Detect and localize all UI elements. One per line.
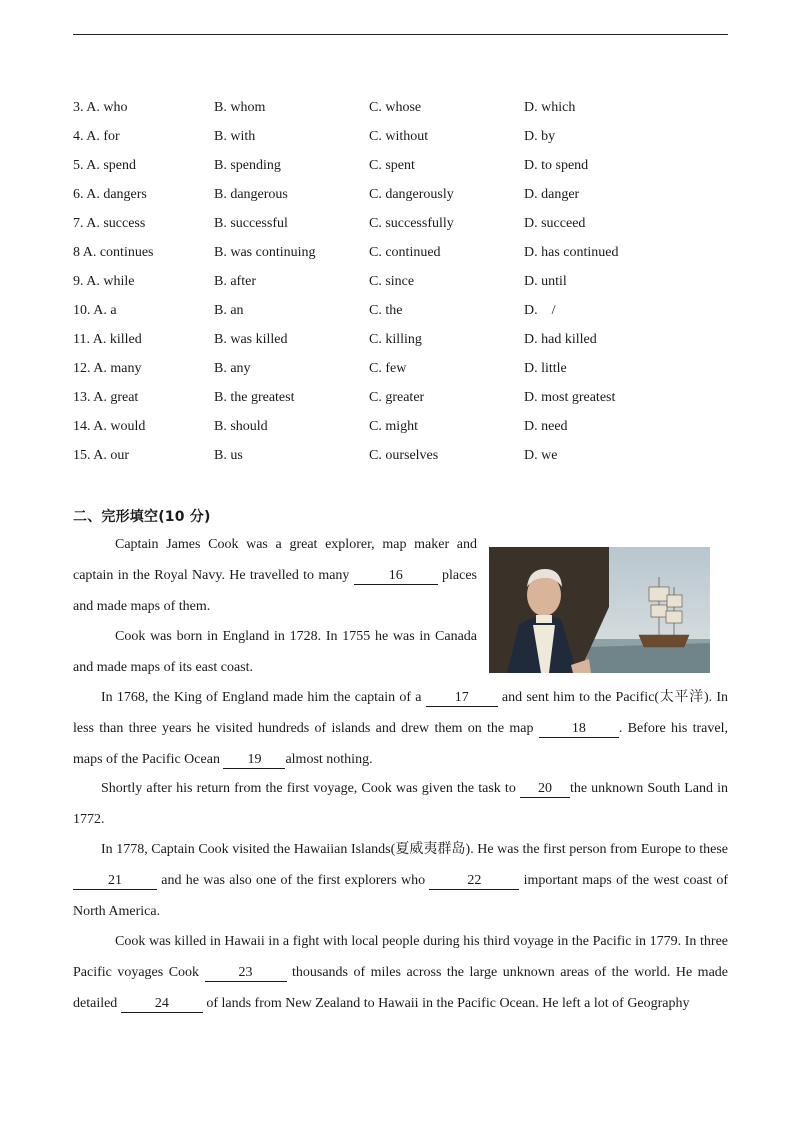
option-a: 9. A. while bbox=[73, 274, 135, 289]
option-a: 3. A. who bbox=[73, 100, 128, 115]
option-c: C. killing bbox=[369, 332, 422, 347]
option-a: 14. A. would bbox=[73, 419, 146, 434]
option-d: D. danger bbox=[524, 187, 580, 202]
passage-paragraph-2: Cook was born in England in 1728. In 1755 he was in Canada and made maps of its east coast. bbox=[73, 629, 477, 675]
option-a: 12. A. many bbox=[73, 361, 142, 376]
option-a: 6. A. dangers bbox=[73, 187, 147, 202]
option-row-10 bbox=[73, 301, 728, 330]
option-row-4 bbox=[73, 127, 728, 156]
option-b: B. was continuing bbox=[214, 245, 316, 260]
option-c: C. spent bbox=[369, 158, 415, 173]
option-a: 7. A. success bbox=[73, 216, 146, 231]
option-row-14 bbox=[73, 417, 728, 446]
option-b: B. the greatest bbox=[214, 390, 295, 405]
passage-paragraph-4: Shortly after his return from the first voyage, Cook was given the task to 20 the unknown South Land in 1772. bbox=[73, 781, 728, 827]
option-a: 13. A. great bbox=[73, 390, 139, 405]
option-d: D. / bbox=[524, 303, 556, 318]
option-d: D. most greatest bbox=[524, 390, 616, 405]
passage-paragraph-5: In 1778, Captain Cook visited the Hawaiian Islands(夏威夷群岛). He was the first person from Europe to these 21 and he was also one of the first explorers who 22 important maps of the west coast of North America. bbox=[73, 842, 729, 919]
captain-cook-portrait bbox=[489, 547, 710, 673]
option-d: D. which bbox=[524, 100, 576, 115]
option-d: D. until bbox=[524, 274, 567, 289]
blank-22: 22 bbox=[429, 873, 519, 890]
option-b: B. with bbox=[214, 129, 256, 144]
option-c: C. continued bbox=[369, 245, 441, 260]
option-d: D. little bbox=[524, 361, 567, 376]
blank-17: 17 bbox=[426, 690, 498, 707]
option-b: B. should bbox=[214, 419, 268, 434]
option-b: B. spending bbox=[214, 158, 281, 173]
option-d: D. has continued bbox=[524, 245, 619, 260]
option-a: 15. A. our bbox=[73, 448, 129, 463]
option-c: C. few bbox=[369, 361, 407, 376]
option-c: C. greater bbox=[369, 390, 425, 405]
option-a: 4. A. for bbox=[73, 129, 120, 144]
option-b: B. dangerous bbox=[214, 187, 288, 202]
blank-21: 21 bbox=[73, 873, 157, 890]
option-d: D. succeed bbox=[524, 216, 586, 231]
passage-paragraph-6: Cook was killed in Hawaii in a fight with local people during his third voyage in the Pacific in 1779. In three Pacific voyages Cook 23 thousands of miles across the large unknown areas of the world. He made detailed 24 of lands from New Zealand to Hawaii in the Pacific Ocean. He left a lot of Geography bbox=[73, 934, 728, 1011]
option-row-11 bbox=[73, 330, 728, 359]
option-b: B. an bbox=[214, 303, 244, 318]
option-b: B. any bbox=[214, 361, 251, 376]
option-a: 8 A. continues bbox=[73, 245, 154, 260]
passage-paragraph-3: In 1768, the King of England made him the captain of a 17 and sent him to the Pacific(太平洋). In less than three years he visited hundreds of islands and drew them on the map 18 . Before his travel, maps of the Pacific Ocean 19 almost nothing. bbox=[73, 690, 729, 767]
option-row-3 bbox=[73, 98, 728, 127]
option-row-15 bbox=[73, 446, 728, 475]
option-b: B. was killed bbox=[214, 332, 288, 347]
options-list bbox=[73, 98, 728, 475]
option-a: 10. A. a bbox=[73, 303, 117, 318]
option-row-12 bbox=[73, 359, 728, 388]
blank-19: 19 bbox=[223, 752, 285, 769]
option-c: C. the bbox=[369, 303, 403, 318]
blank-24: 24 bbox=[121, 996, 203, 1013]
option-b: B. after bbox=[214, 274, 256, 289]
option-d: D. by bbox=[524, 129, 556, 144]
option-c: C. successfully bbox=[369, 216, 454, 231]
option-row-7 bbox=[73, 214, 728, 243]
option-c: C. without bbox=[369, 129, 429, 144]
option-d: D. need bbox=[524, 419, 568, 434]
option-d: D. to spend bbox=[524, 158, 589, 173]
section-title: 二、完形填空(10 分) bbox=[73, 509, 211, 525]
option-row-6 bbox=[73, 185, 728, 214]
option-c: C. might bbox=[369, 419, 419, 434]
option-c: C. ourselves bbox=[369, 448, 439, 463]
option-a: 11. A. killed bbox=[73, 332, 142, 347]
option-b: B. successful bbox=[214, 216, 288, 231]
blank-20: 20 bbox=[520, 781, 570, 798]
blank-16: 16 bbox=[354, 568, 438, 585]
option-c: C. dangerously bbox=[369, 187, 454, 202]
option-b: B. whom bbox=[214, 100, 266, 115]
option-d: D. we bbox=[524, 448, 558, 463]
blank-23: 23 bbox=[205, 965, 287, 982]
option-row-9 bbox=[73, 272, 728, 301]
option-row-8 bbox=[73, 243, 728, 272]
option-row-13 bbox=[73, 388, 728, 417]
option-b: B. us bbox=[214, 448, 243, 463]
option-row-5 bbox=[73, 156, 728, 185]
header-rule bbox=[73, 34, 728, 35]
blank-18: 18 bbox=[539, 721, 619, 738]
passage-paragraph-1: Captain James Cook was a great explorer, map maker and captain in the Royal Navy. He travelled to many 16 places and made maps of them. bbox=[73, 537, 477, 614]
option-c: C. since bbox=[369, 274, 415, 289]
option-d: D. had killed bbox=[524, 332, 597, 347]
option-c: C. whose bbox=[369, 100, 422, 115]
option-a: 5. A. spend bbox=[73, 158, 136, 173]
